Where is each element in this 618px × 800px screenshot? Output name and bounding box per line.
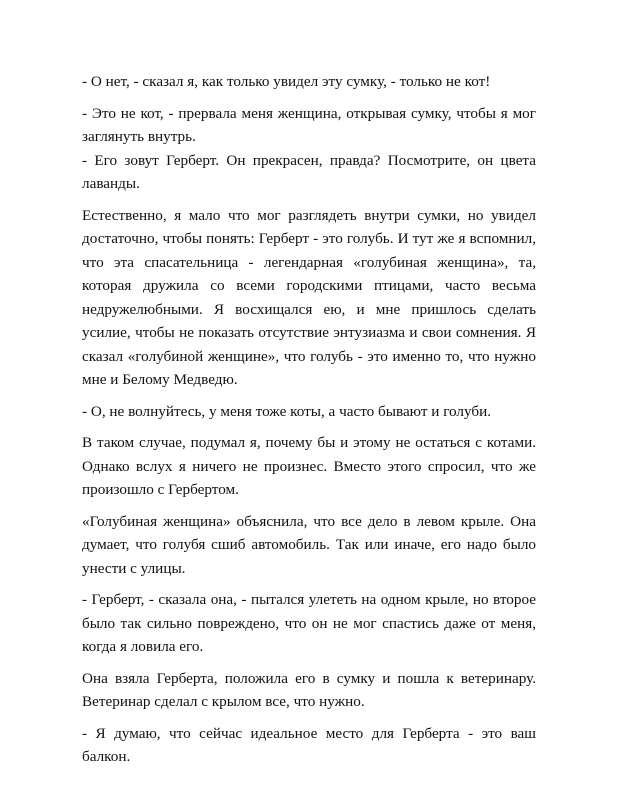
paragraph: - О, не волнуйтесь, у меня тоже коты, а часто бывают и голуби.	[82, 402, 492, 420]
paragraph: В таком случае, подумал я, почему бы и этому не остаться с котами. Однако вслух я ничего не произнес. Вместо этого спросил, что же произошло с Гербертом.	[82, 434, 536, 498]
paragraph: Она взяла Герберта, положила его в сумку и пошла к ветеринару. Ветеринар сделал с крылом все, что нужно.	[82, 669, 536, 710]
document-page	[82, 70, 536, 777]
paragraph: Естественно, я мало что мог разглядеть внутри сумки, но увидел достаточно, чтобы понять: Герберт - это голубь. И тут же я вспомнил, что эта спасательница - легендарная «голубиная женщина», та, которая дружила со всеми городскими птицами, часто весьма недружелюбными. Я восхищался ею, и мне пришлось сделать усилие, чтобы не показать отсутствие энтузиазма и свои сомнения. Я сказал «голубиной женщине», что голубь - это именно то, что нужно мне и Белому Медведю.	[82, 206, 536, 388]
paragraph: - Его зовут Герберт. Он прекрасен, правда? Посмотрите, он цвета лаванды.	[82, 151, 536, 192]
paragraph: - Это не кот, - прервала меня женщина, открывая сумку, чтобы я мог заглянуть внутрь.	[82, 104, 536, 145]
paragraph: - Я думаю, что сейчас идеальное место для Герберта - это ваш балкон.	[82, 724, 536, 765]
paragraph: «Голубиная женщина» объяснила, что все дело в левом крыле. Она думает, что голубя сшиб автомобиль. Так или иначе, его надо было унести с улицы.	[82, 512, 536, 577]
paragraph: - Герберт, - сказала она, - пытался улететь на одном крыле, но второе было так сильно повреждено, что он не мог спастись даже от меня, когда я ловила его.	[82, 591, 536, 655]
paragraph: - О нет, - сказал я, как только увидел эту сумку, - только не кот!	[82, 73, 491, 90]
